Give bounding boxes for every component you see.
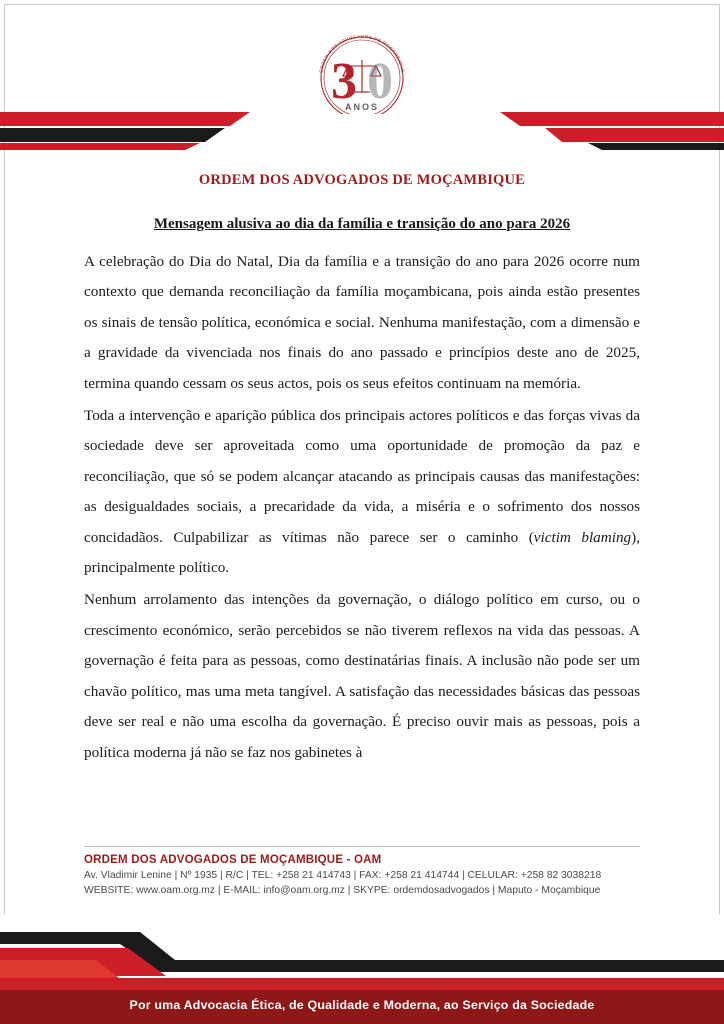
svg-text:0: 0 [367, 53, 393, 110]
footer-org-name: ORDEM DOS ADVOGADOS DE MOÇAMBIQUE - OAM [84, 854, 382, 866]
footer-slogan: Por uma Advocacia Ética, de Qualidade e Moderna, ao Serviço da Sociedade [129, 998, 595, 1012]
footer-web-line: WEBSITE: www.oam.org.mz | E-MAIL: info@oam.org.mz | SKYPE: ordemdosadvogados | Maputo - Moçambique [84, 884, 601, 896]
svg-text:ORDEM DOS ADVOGADOS DE MOÇAMBI: ORDEM DOS ADVOGADOS DE MOÇAMBIQUE [318, 33, 406, 74]
page-title: ORDEM DOS ADVOGADOS DE MOÇAMBIQUE [198, 172, 526, 188]
svg-text:ANOS: ANOS [344, 102, 380, 112]
svg-text:3: 3 [331, 53, 357, 110]
paragraph-3: Nenhum arrolamento das intenções da governação, o diálogo político em curso, ou o crescimento económico, serão percebidos se não tiverem reflexos na vida das pessoas. A governação é feita para as pessoas, como destinatárias finais. A inclusão não pode ser um chavão político, mas uma meta tangível. A satisfação das necessidades básicas das pessoas deve ser real e não uma escolha da governação. É preciso ouvir mais as pessoas, pois a política moderna já não se faz nos gabinetes à [84, 591, 640, 761]
footer-contact [84, 854, 654, 899]
document-body [84, 214, 640, 770]
footer-address-line: Av. Vladimir Lenine | Nº 1935 | R/C | TEL: +258 21 414743 | FAX: +258 21 414744 | CELULAR: +258 82 3038218 [84, 870, 602, 881]
header-decoration-band [0, 112, 724, 150]
oam-logo [0, 26, 724, 118]
paragraph-1: A celebração do Dia do Natal, Dia da família e a transição do ano para 2026 ocorre num contexto que demanda reconciliação da família moçambicana, pois ainda estão presentes os sinais de tensão política, económica e social. Nenhuma manifestação, com a dimensão e a gravidade da vivenciada nos finais do ano passado e princípios deste ano de 2025, termina quando cessam os seus actos, pois os seus efeitos continuam na memória. [84, 253, 640, 392]
logo-graphic [296, 26, 428, 114]
footer-decoration-band [0, 914, 724, 1024]
paragraph-2: Toda a intervenção e aparição pública dos principais actores políticos e das forças vivas da sociedade deve ser aproveitada como uma oportunidade de promoção da paz e reconciliação, que só se podem alcançar atacando as principais causas das manifestações: as desigualdades sociais, a precaridade da vida, a miséria e o sofrimento dos nossos concidadãos. Culpabilizar as vítimas não parece ser o caminho (victim blaming), principalmente político. [84, 407, 641, 577]
document-subtitle: Mensagem alusiva ao dia da família e transição do ano para 2026 [153, 216, 571, 232]
footer-divider [84, 846, 640, 847]
